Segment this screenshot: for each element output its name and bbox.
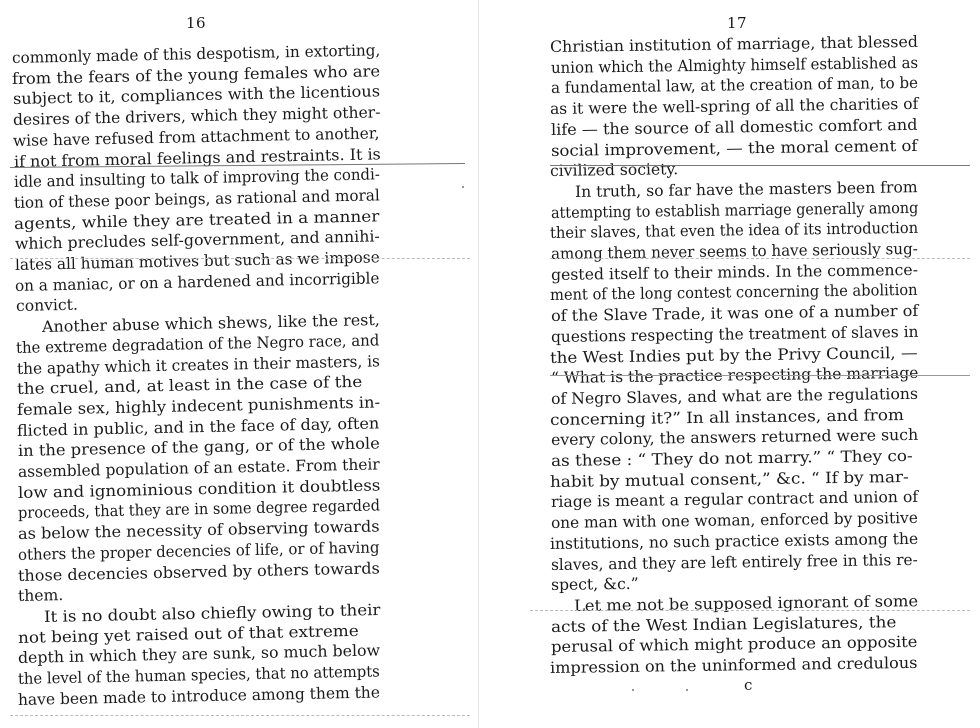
page-number: 16 (186, 14, 207, 32)
text-line: slaves, and they are left entirely free in this re- (550, 550, 918, 574)
text-line: proceeds, that they are in some degree regarded (17, 496, 381, 523)
text-line: a fundamental law, at the creation of man, to be (550, 74, 919, 98)
text-line: have been made to introduce among them the (17, 683, 381, 709)
text-line: ment of the long contest concerning the abolition (549, 281, 918, 305)
text-line: union which the Almighty himself established as (550, 53, 919, 77)
text-line: the cruel, and, at least in the case of the (16, 372, 363, 399)
text-line: those decencies observed by others towards (17, 558, 380, 585)
divider-line (550, 165, 970, 166)
text-line: others the proper decencies of life, or of having (17, 538, 380, 564)
signature-mark: c (744, 676, 753, 694)
text-line: assembled population of an estate. From their (17, 455, 380, 481)
text-line: as below the necessity of observing towards (17, 517, 380, 544)
text-line: desires of the drivers, which they might other- (12, 103, 381, 130)
text-line: Let me not be supposed ignorant of some (573, 592, 919, 615)
text-line: one man with one woman, enforced by positive (550, 508, 918, 533)
text-line: the level of the human species, that no attempts (17, 662, 380, 688)
text-line: attempting to establish marriage generally among (550, 198, 919, 222)
text-line: Christian institution of marriage, that blessed (549, 32, 919, 56)
text-line: lates all human motives but such as we impose (14, 248, 380, 274)
text-line: the West Indies put by the Privy Council, — (549, 343, 918, 367)
text-line: civilized society. (549, 160, 679, 181)
text-line: acts of the West Indian Legislatures, the (550, 612, 897, 636)
text-line: “ What is the practice respecting the marriage (550, 364, 919, 388)
text-line: not being yet raised out of that extreme (17, 621, 359, 647)
page-number: 17 (727, 14, 748, 32)
text-line: low and ignominious condition it doubtless (17, 476, 381, 502)
divider-line (550, 375, 970, 376)
text-line: if not from moral feelings and restraints. It is (13, 144, 381, 171)
left-page (0, 0, 472, 728)
text-line: tion of these poor beings, as rational and moral (13, 186, 381, 212)
paper-speck (686, 689, 688, 691)
text-line: the extreme degradation of the Negro race, and (15, 331, 380, 357)
text-line: them. (17, 586, 64, 606)
text-line: spect, &c.” (550, 574, 639, 595)
text-line: gested itself to their minds. In the commence- (550, 260, 919, 284)
text-line: impression on the uninformed and credulous (549, 653, 918, 677)
text-line: their slaves, that even the idea of its introduction (549, 219, 919, 243)
paper-speck (632, 689, 634, 691)
text-line: of the Slave Trade, it was one of a number of (550, 301, 919, 326)
text-line: idle and insulting to talk of improving the condi- (13, 165, 380, 192)
right-page (490, 0, 980, 728)
text-line: agents, while they are treated in a manner (14, 206, 380, 233)
text-line: of Negro Slaves, and what are the regulations (550, 384, 919, 408)
text-line: wise have refused from attachment to another, (12, 124, 380, 150)
text-line: flicted in public, and in the face of day, often (17, 414, 380, 440)
divider-line (10, 715, 470, 716)
text-line: on a maniac, or on a hardened and incorrigible (15, 269, 380, 295)
paper-speck (462, 186, 464, 188)
text-line: female sex, highly indecent punishments in- (16, 393, 381, 419)
text-line: perusal of which might produce an opposite (550, 633, 918, 657)
text-line: social improvement, — the moral cement of (550, 136, 918, 160)
text-line: concerning it?” In all instances, and from (549, 405, 905, 429)
text-line: riage is meant a regular contract and union of (550, 488, 919, 512)
text-line: institutions, no such practice exists among the (549, 529, 919, 553)
text-line: the apathy which it creates in their masters, is (16, 351, 380, 378)
divider-line (10, 258, 470, 259)
page-gutter (478, 0, 479, 728)
text-line: habit by mutual consent,” &c. “ If by mar- (549, 467, 909, 491)
text-line: commonly made of this despotism, in extorting, (11, 41, 381, 67)
text-line: questions respecting the treatment of slaves in (550, 322, 919, 346)
text-line: every colony, the answers returned were such (550, 426, 919, 450)
text-line: among them never seems to have seriously sug- (550, 239, 918, 263)
text-line: as it were the well-spring of all the charities of (549, 94, 919, 119)
text-line: life — the source of all domestic comfort and (550, 115, 918, 139)
divider-line (530, 610, 970, 611)
divider-line (550, 258, 970, 259)
text-line: in the presence of the gang, or of the whole (17, 434, 380, 461)
text-line: depth in which they are sunk, so much below (17, 641, 381, 668)
text-line: as these : “ They do not marry.” “ They co- (550, 446, 913, 470)
text-line: from the fears of the young females who are (12, 61, 381, 88)
text-line: convict. (15, 296, 78, 316)
text-line: Another abuse which shews, like the rest, (41, 311, 380, 337)
text-line: It is no doubt also chiefly owing to their (43, 600, 381, 626)
text-line: which precludes self-government, and annihi- (14, 227, 380, 254)
text-line: subject to it, compliances with the licentious (12, 82, 380, 109)
text-line: In truth, so far have the masters been from (574, 178, 918, 201)
